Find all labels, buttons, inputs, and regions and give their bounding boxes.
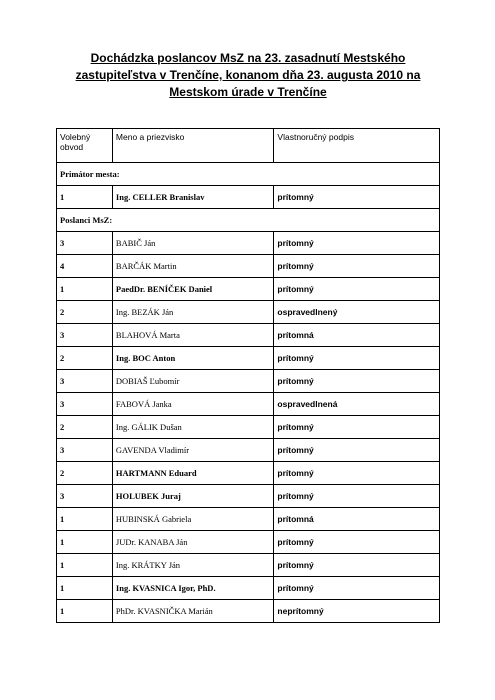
district-cell: 1 <box>57 600 113 623</box>
section-row-deputies <box>57 209 440 232</box>
status-cell: ospravedlnený <box>274 301 440 324</box>
name-cell: Ing. KVASNICA Igor, PhD. <box>112 577 274 600</box>
status-cell: prítomný <box>274 416 440 439</box>
name-cell: HUBINSKÁ Gabriela <box>112 508 274 531</box>
district-cell: 1 <box>57 554 113 577</box>
table-row <box>57 508 440 531</box>
table-row <box>57 278 440 301</box>
status-cell: neprítomný <box>274 600 440 623</box>
title-line-2: zastupiteľstva v Trenčíne, konanom dňa 23. augusta 2010 na <box>75 68 421 82</box>
name-cell: BLAHOVÁ Marta <box>112 324 274 347</box>
header-name: Meno a priezvisko <box>112 129 274 163</box>
name-cell: HARTMANN Eduard <box>112 462 274 485</box>
district-cell: 1 <box>57 508 113 531</box>
section-label-deputies: Poslanci MsZ: <box>57 209 440 232</box>
district-cell: 2 <box>57 462 113 485</box>
district-cell: 3 <box>57 324 113 347</box>
district-cell: 3 <box>57 439 113 462</box>
status-cell: prítomný <box>274 485 440 508</box>
status-cell: ospravedlnená <box>274 393 440 416</box>
district-cell: 2 <box>57 301 113 324</box>
status-cell: prítomný <box>274 554 440 577</box>
table-header-row <box>57 129 440 163</box>
status-cell: prítomný <box>274 439 440 462</box>
status-cell: prítomná <box>274 324 440 347</box>
name-cell: Ing. BOC Anton <box>112 347 274 370</box>
name-cell: DOBIAŠ Ľubomír <box>112 370 274 393</box>
table-row <box>57 600 440 623</box>
status-cell: prítomný <box>274 347 440 370</box>
district-cell: 2 <box>57 347 113 370</box>
name-cell: Ing. BEZÁK Ján <box>112 301 274 324</box>
status-cell: prítomná <box>274 508 440 531</box>
table-row <box>57 531 440 554</box>
table-row <box>57 554 440 577</box>
status-cell: prítomný <box>274 462 440 485</box>
table-row <box>57 439 440 462</box>
name-cell: BABIČ Ján <box>112 232 274 255</box>
district-cell: 1 <box>57 278 113 301</box>
table-row <box>57 255 440 278</box>
title-line-3: Mestskom úrade v Trenčíne <box>169 85 327 99</box>
attendance-table <box>56 128 440 623</box>
table-row <box>57 186 440 209</box>
section-row-mayor <box>57 163 440 186</box>
header-district: Volebný obvod <box>57 129 113 163</box>
table-row <box>57 232 440 255</box>
status-cell: prítomný <box>274 255 440 278</box>
district-cell: 3 <box>57 370 113 393</box>
name-cell: PhDr. KVASNIČKA Marián <box>112 600 274 623</box>
name-cell: JUDr. KANABA Ján <box>112 531 274 554</box>
document-title <box>60 50 436 101</box>
table-row <box>57 370 440 393</box>
table-row <box>57 462 440 485</box>
table-row <box>57 347 440 370</box>
district-cell: 2 <box>57 416 113 439</box>
district-cell: 3 <box>57 393 113 416</box>
status-cell: prítomný <box>274 278 440 301</box>
name-cell: Ing. CELLER Branislav <box>112 186 274 209</box>
name-cell: BARČÁK Martin <box>112 255 274 278</box>
status-cell: prítomný <box>274 370 440 393</box>
name-cell: FABOVÁ Janka <box>112 393 274 416</box>
table-row <box>57 324 440 347</box>
district-cell: 1 <box>57 186 113 209</box>
name-cell: HOLUBEK Juraj <box>112 485 274 508</box>
table-row <box>57 485 440 508</box>
header-signature: Vlastnoručný podpis <box>274 129 440 163</box>
district-cell: 1 <box>57 531 113 554</box>
table-row <box>57 393 440 416</box>
district-cell: 3 <box>57 485 113 508</box>
table-row <box>57 301 440 324</box>
status-cell: prítomný <box>274 577 440 600</box>
district-cell: 4 <box>57 255 113 278</box>
status-cell: prítomný <box>274 186 440 209</box>
district-cell: 1 <box>57 577 113 600</box>
name-cell: GAVENDA Vladimír <box>112 439 274 462</box>
table-row <box>57 416 440 439</box>
section-label-mayor: Primátor mesta: <box>57 163 440 186</box>
status-cell: prítomný <box>274 232 440 255</box>
district-cell: 3 <box>57 232 113 255</box>
name-cell: PaedDr. BENÍČEK Daniel <box>112 278 274 301</box>
title-line-1: Dochádzka poslancov MsZ na 23. zasadnutí Mestského <box>90 51 406 65</box>
status-cell: prítomný <box>274 531 440 554</box>
name-cell: Ing. KRÁTKY Ján <box>112 554 274 577</box>
table-row <box>57 577 440 600</box>
name-cell: Ing. GÁLIK Dušan <box>112 416 274 439</box>
